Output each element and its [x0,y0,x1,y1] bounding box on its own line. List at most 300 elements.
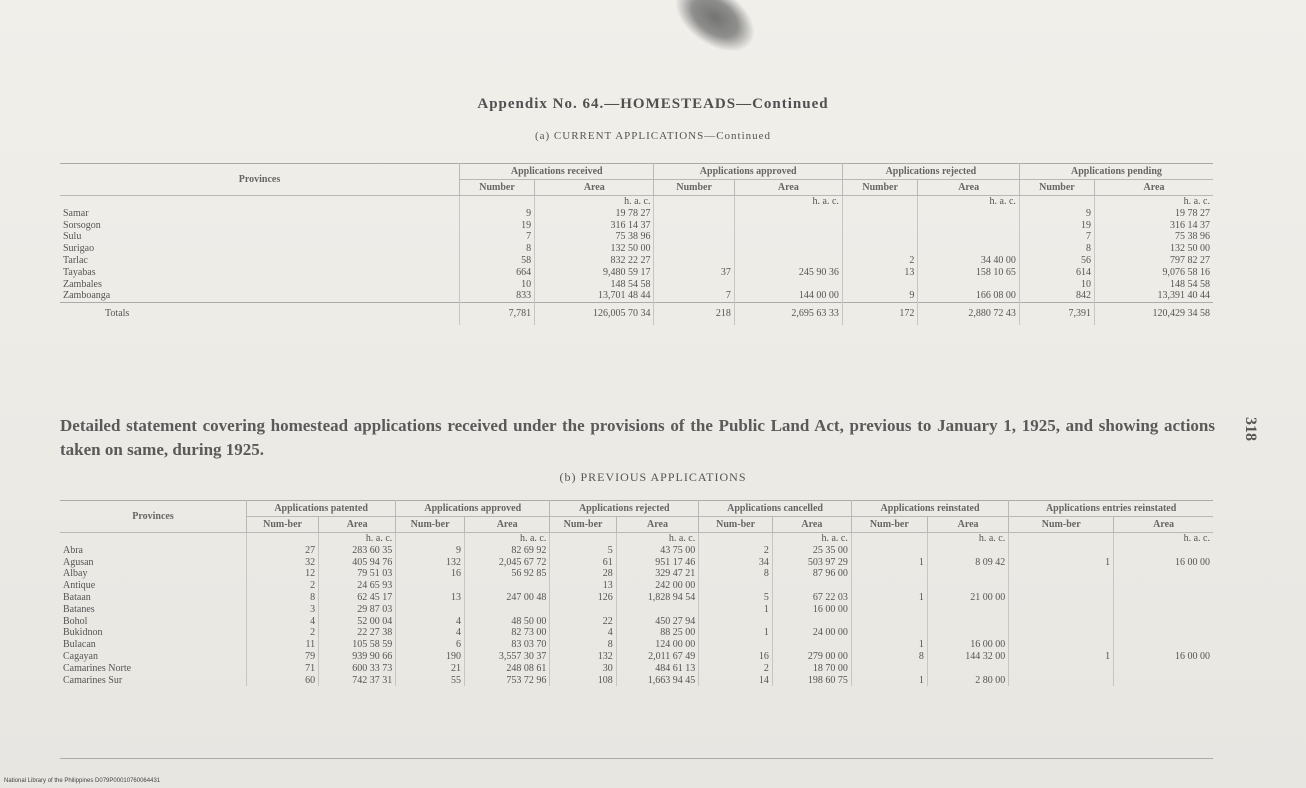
area-header: Area [616,517,698,533]
table-row [60,267,1213,279]
total-cell: 126,005 70 34 [535,303,654,326]
area-cell [918,279,1020,291]
page-title: Appendix No. 64.—HOMESTEADS—Continued [477,96,829,112]
count-cell [851,663,927,675]
count-cell: 7 [1019,231,1094,243]
count-cell: 9 [842,290,918,302]
number-header: Number [654,180,734,196]
count-cell: 13 [842,267,918,279]
count-cell: 8 [851,651,927,663]
area-cell: 148 54 58 [1095,279,1214,291]
count-cell: 22 [550,616,616,628]
count-cell: 132 [550,651,616,663]
count-cell [1009,592,1114,604]
area-cell: 87 96 00 [772,568,851,580]
previous-applications-table [60,500,1213,686]
count-cell: 4 [247,616,319,628]
total-cell: 120,429 34 58 [1095,303,1214,326]
area-cell: 3,557 30 37 [464,651,549,663]
area-cell: 2,045 67 72 [464,557,549,569]
area-cell [918,231,1020,243]
table-row [60,675,1213,687]
area-cell: 88 25 00 [616,627,698,639]
area-cell: 279 00 00 [772,651,851,663]
area-cell [918,220,1020,232]
area-cell: 19 78 27 [1095,208,1214,220]
count-cell [1009,580,1114,592]
area-cell: 24 65 93 [319,580,396,592]
area-cell: 144 32 00 [927,651,1008,663]
table-row [60,568,1213,580]
count-cell: 56 [1019,255,1094,267]
area-cell [772,580,851,592]
area-cell [772,616,851,628]
section-a-subtitle: (a) CURRENT APPLICATIONS—Continued [534,130,772,142]
number-header: Num-ber [1009,517,1114,533]
province-name: Zamboanga [63,290,111,302]
area-cell: 16 00 00 [927,639,1008,651]
count-cell: 4 [396,627,465,639]
area-cell: 316 14 37 [535,220,654,232]
province-name: Sorsogon [63,219,101,231]
province-name: Batanes [63,603,95,615]
count-cell [842,243,918,255]
area-cell: 22 27 38 [319,627,396,639]
area-cell [927,616,1008,628]
area-cell: 198 60 75 [772,675,851,687]
area-cell: 67 22 03 [772,592,851,604]
count-cell: 79 [247,651,319,663]
area-header: Area [535,180,654,196]
area-cell: 450 27 94 [616,616,698,628]
area-cell: 29 87 03 [319,604,396,616]
count-cell [851,616,927,628]
count-cell: 10 [1019,279,1094,291]
area-cell [772,639,851,651]
table-row [60,580,1213,592]
area-cell [1114,663,1213,675]
area-cell: 132 50 00 [1095,243,1214,255]
count-cell: 9 [460,208,535,220]
area-cell [927,604,1008,616]
table-row [60,639,1213,651]
count-cell [396,580,465,592]
table-row [60,627,1213,639]
count-cell: 9 [396,545,465,557]
area-cell [734,208,842,220]
units-row: h. a. c. h. a. c. h. a. c. h. a. c. h. a. c. h. a. c. [60,533,1213,545]
area-cell: 148 54 58 [535,279,654,291]
count-cell: 71 [247,663,319,675]
area-cell [1114,545,1213,557]
area-header: Area [1095,180,1214,196]
province-name: Cagayan [63,650,98,662]
area-cell: 18 70 00 [772,663,851,675]
area-cell: 405 94 76 [319,557,396,569]
group-header: Applications rejected [842,164,1019,180]
area-cell [734,255,842,267]
province-name: Bataan [63,591,91,603]
area-cell: 25 35 00 [772,545,851,557]
count-cell: 7 [460,231,535,243]
area-cell: 832 22 27 [535,255,654,267]
area-cell: 82 69 92 [464,545,549,557]
area-cell: 105 58 59 [319,639,396,651]
area-cell: 484 61 13 [616,663,698,675]
count-cell: 8 [699,568,773,580]
area-cell [1114,580,1213,592]
province-name: Tayabas [63,266,96,278]
count-cell [851,604,927,616]
area-cell: 600 33 73 [319,663,396,675]
count-cell: 28 [550,568,616,580]
area-cell [1114,675,1213,687]
area-cell: 75 38 96 [535,231,654,243]
totals-row [60,303,1213,326]
province-name: Sulu [63,231,82,243]
area-cell: 939 90 66 [319,651,396,663]
count-cell: 2 [699,545,773,557]
count-cell: 19 [1019,220,1094,232]
count-cell: 2 [247,627,319,639]
count-cell [550,604,616,616]
count-cell: 108 [550,675,616,687]
count-cell: 9 [1019,208,1094,220]
count-cell: 2 [842,255,918,267]
area-cell: 316 14 37 [1095,220,1214,232]
area-cell: 24 00 00 [772,627,851,639]
count-cell: 13 [396,592,465,604]
table-row [60,220,1213,232]
area-cell: 16 00 00 [772,604,851,616]
table-row [60,255,1213,267]
count-cell: 190 [396,651,465,663]
totals-label: Totals [60,303,460,326]
group-header: Applications reinstated [851,501,1008,517]
units-row: h. a. c. h. a. c. h. a. c. h. a. c. [60,196,1213,208]
number-header: Number [460,180,535,196]
provinces-header: Provinces [60,164,460,196]
province-name: Bohol [63,615,88,627]
area-cell: 9,076 58 16 [1095,267,1214,279]
area-cell: 62 45 17 [319,592,396,604]
count-cell: 11 [247,639,319,651]
area-cell: 9,480 59 17 [535,267,654,279]
area-cell: 132 50 00 [535,243,654,255]
count-cell: 132 [396,557,465,569]
table-row [60,545,1213,557]
count-cell: 60 [247,675,319,687]
count-cell: 842 [1019,290,1094,302]
page-number: 318 [1242,417,1259,441]
count-cell: 614 [1019,267,1094,279]
count-cell: 1 [851,639,927,651]
area-header: Area [918,180,1020,196]
province-name: Bulacan [63,639,96,651]
count-cell [842,208,918,220]
count-cell: 14 [699,675,773,687]
area-cell [1114,592,1213,604]
area-cell [734,279,842,291]
count-cell: 126 [550,592,616,604]
area-cell [734,231,842,243]
count-cell: 32 [247,557,319,569]
area-cell: 43 75 00 [616,545,698,557]
area-cell: 2 80 00 [927,675,1008,687]
table-bottom-rule [60,758,1213,759]
count-cell [851,568,927,580]
count-cell: 37 [654,267,734,279]
area-cell: 52 00 04 [319,616,396,628]
count-cell [1009,675,1114,687]
area-cell: 48 50 00 [464,616,549,628]
total-cell: 172 [842,303,918,326]
count-cell: 16 [396,568,465,580]
area-header: Area [927,517,1008,533]
table-row [60,279,1213,291]
count-cell: 16 [699,651,773,663]
count-cell: 8 [247,592,319,604]
table-row [60,604,1213,616]
count-cell [842,231,918,243]
count-cell [1009,616,1114,628]
count-cell [1009,663,1114,675]
area-cell: 742 37 31 [319,675,396,687]
table-row [60,616,1213,628]
count-cell: 5 [699,592,773,604]
area-cell: 158 10 65 [918,267,1020,279]
table-row [60,592,1213,604]
table-row [60,290,1213,302]
province-name: Agusan [63,556,94,568]
count-cell: 1 [699,604,773,616]
area-cell: 75 38 96 [1095,231,1214,243]
count-cell: 19 [460,220,535,232]
area-header: Area [319,517,396,533]
province-name: Camarines Norte [63,662,132,674]
group-header: Applications approved [396,501,550,517]
table-row [60,651,1213,663]
province-name: Samar [63,207,89,219]
table-row [60,557,1213,569]
province-name: Tarlac [63,254,88,266]
table-row [60,663,1213,675]
area-cell: 1,663 94 45 [616,675,698,687]
total-cell: 7,781 [460,303,535,326]
count-cell [851,545,927,557]
area-cell: 13,701 48 44 [535,290,654,302]
area-cell: 34 40 00 [918,255,1020,267]
area-cell: 248 08 61 [464,663,549,675]
count-cell: 6 [396,639,465,651]
area-cell [927,545,1008,557]
number-header: Num-ber [247,517,319,533]
count-cell: 30 [550,663,616,675]
province-name: Surigao [63,243,95,255]
count-cell: 4 [550,627,616,639]
area-cell: 797 82 27 [1095,255,1214,267]
area-cell: 951 17 46 [616,557,698,569]
area-cell: 16 00 00 [1114,651,1213,663]
area-cell [927,568,1008,580]
area-cell [927,627,1008,639]
area-cell: 144 00 00 [734,290,842,302]
area-cell: 8 09 42 [927,557,1008,569]
count-cell: 13 [550,580,616,592]
area-cell [918,208,1020,220]
area-cell: 1,828 94 54 [616,592,698,604]
area-cell: 2,011 67 49 [616,651,698,663]
province-name: Abra [63,544,83,556]
section-b-subtitle: (b) PREVIOUS APPLICATIONS [559,470,747,484]
area-cell: 329 47 21 [616,568,698,580]
area-cell: 124 00 00 [616,639,698,651]
group-header: Applications pending [1019,164,1213,180]
area-cell: 245 90 36 [734,267,842,279]
count-cell: 61 [550,557,616,569]
area-cell: 79 51 03 [319,568,396,580]
count-cell [1009,627,1114,639]
total-cell: 218 [654,303,734,326]
count-cell: 21 [396,663,465,675]
area-cell: 242 00 00 [616,580,698,592]
table-row [60,243,1213,255]
area-cell: 16 00 00 [1114,557,1213,569]
count-cell: 833 [460,290,535,302]
area-cell: 83 03 70 [464,639,549,651]
area-cell [927,663,1008,675]
area-cell: 503 97 29 [772,557,851,569]
area-header: Area [1114,517,1213,533]
count-cell: 55 [396,675,465,687]
area-cell: 283 60 35 [319,545,396,557]
province-name: Albay [63,568,88,580]
count-cell [842,220,918,232]
area-cell: 13,391 40 44 [1095,290,1214,302]
scan-footer: National Library of the Philippines D079P00010760064431 [4,778,161,784]
count-cell [1009,545,1114,557]
count-cell: 10 [460,279,535,291]
count-cell [851,580,927,592]
number-header: Number [1019,180,1094,196]
count-cell [654,279,734,291]
area-cell: 247 00 48 [464,592,549,604]
count-cell: 8 [550,639,616,651]
count-cell [1009,604,1114,616]
count-cell: 5 [550,545,616,557]
area-header: Area [734,180,842,196]
area-cell: 753 72 96 [464,675,549,687]
group-header: Applications cancelled [699,501,852,517]
group-header: Applications entries reinstated [1009,501,1213,517]
area-cell: 19 78 27 [535,208,654,220]
area-cell [734,220,842,232]
area-cell [1114,616,1213,628]
area-header: Area [772,517,851,533]
count-cell [654,255,734,267]
count-cell: 664 [460,267,535,279]
area-cell [1114,568,1213,580]
total-cell: 2,695 63 33 [734,303,842,326]
count-cell: 8 [1019,243,1094,255]
area-cell: 56 92 85 [464,568,549,580]
province-name: Bukidnon [63,627,103,639]
province-name: Zambales [63,278,102,290]
count-cell: 2 [699,663,773,675]
count-cell: 27 [247,545,319,557]
number-header: Num-ber [851,517,927,533]
count-cell [1009,568,1114,580]
area-cell [1114,604,1213,616]
area-cell [918,243,1020,255]
area-cell: 21 00 00 [927,592,1008,604]
count-cell: 4 [396,616,465,628]
count-cell: 1 [1009,651,1114,663]
count-cell [851,627,927,639]
count-cell: 3 [247,604,319,616]
count-cell [842,279,918,291]
count-cell: 34 [699,557,773,569]
total-cell: 2,880 72 43 [918,303,1020,326]
area-cell [464,580,549,592]
area-cell [734,243,842,255]
count-cell [654,220,734,232]
area-cell [1114,639,1213,651]
count-cell: 1 [699,627,773,639]
area-cell [616,604,698,616]
group-header: Applications patented [247,501,396,517]
province-name: Camarines Sur [63,674,123,686]
count-cell: 7 [654,290,734,302]
area-cell [927,580,1008,592]
count-cell: 1 [851,592,927,604]
count-cell [699,616,773,628]
count-cell [699,580,773,592]
count-cell [654,231,734,243]
provinces-header: Provinces [60,501,247,533]
count-cell: 12 [247,568,319,580]
total-cell: 7,391 [1019,303,1094,326]
group-header: Applications rejected [550,501,699,517]
number-header: Num-ber [550,517,616,533]
current-applications-table [60,163,1213,325]
number-header: Num-ber [396,517,465,533]
area-header: Area [464,517,549,533]
count-cell: 8 [460,243,535,255]
group-header: Applications received [460,164,654,180]
count-cell [654,243,734,255]
group-header: Applications approved [654,164,842,180]
count-cell [396,604,465,616]
province-name: Antique [63,580,96,592]
intro-paragraph: Detailed statement covering homestead applications received under the provisions of the Public Land Act, previous to January 1, 1925, and showing actions taken on same, during 1925. [60,416,1215,459]
count-cell: 58 [460,255,535,267]
count-cell: 1 [851,557,927,569]
table-row [60,231,1213,243]
count-cell: 1 [851,675,927,687]
count-cell: 2 [247,580,319,592]
count-cell: 1 [1009,557,1114,569]
area-cell: 166 08 00 [918,290,1020,302]
number-header: Number [842,180,918,196]
count-cell [1009,639,1114,651]
count-cell [654,208,734,220]
area-cell [464,604,549,616]
table-row [60,208,1213,220]
count-cell [699,639,773,651]
area-cell [1114,627,1213,639]
number-header: Num-ber [699,517,773,533]
